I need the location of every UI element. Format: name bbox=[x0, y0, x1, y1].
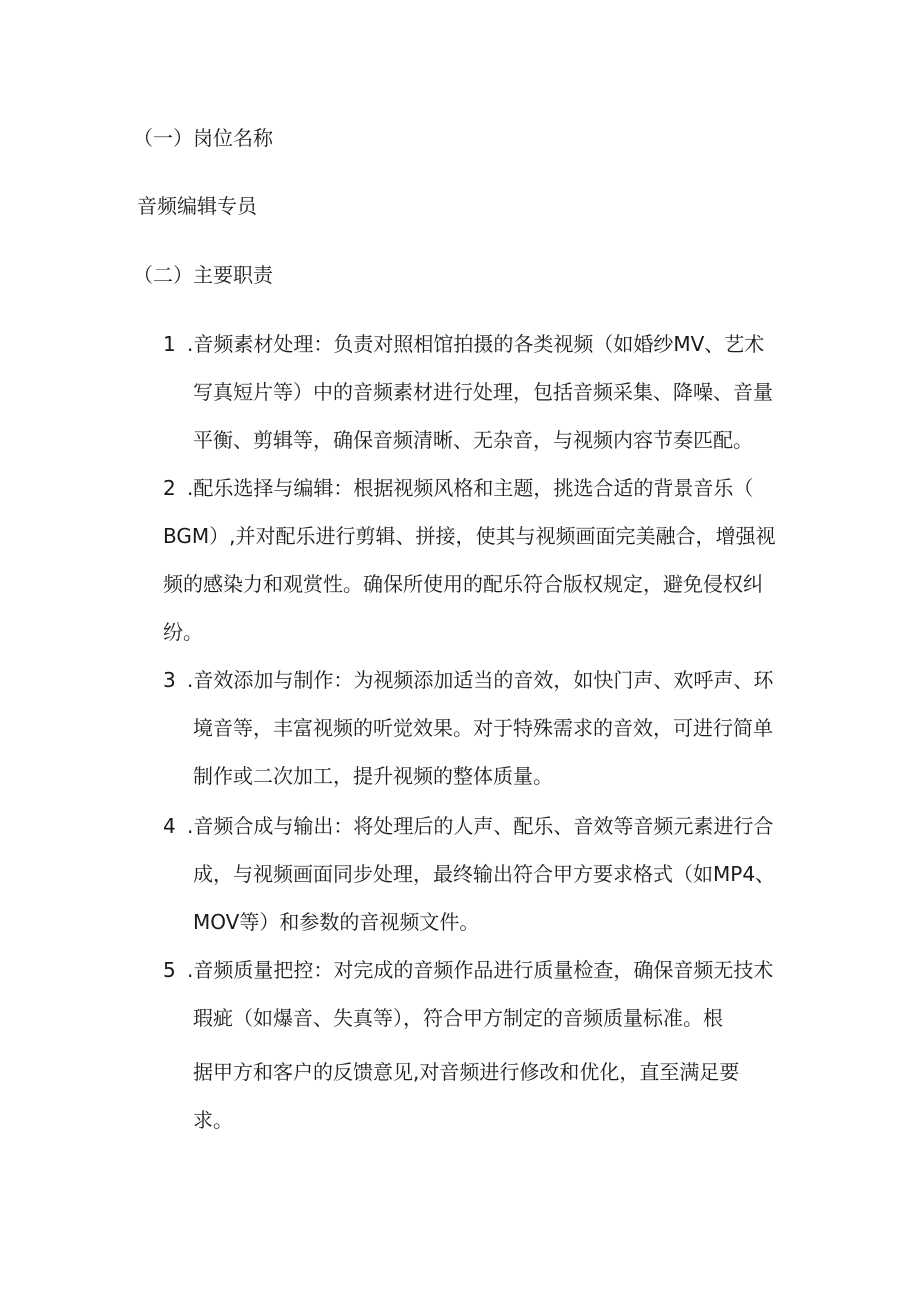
duty-text-line: 制作或二次加工，提升视频的整体质量。 bbox=[193, 764, 553, 788]
duty-text-line: .音效添加与制作：为视频添加适当的音效，如快门声、欢呼声、环 bbox=[187, 668, 774, 692]
duty-text-line: 纷。 bbox=[163, 620, 203, 644]
duty-text-line: .配乐选择与编辑：根据视频风格和主题，挑选合适的背景音乐（ bbox=[187, 476, 754, 500]
duty-text-line: 成，与视频画面同步处理，最终输出符合甲方要求格式（如MP4、 bbox=[193, 862, 776, 886]
duty-text-line: 写真短片等）中的音频素材进行处理，包括音频采集、降噪、音量 bbox=[193, 380, 773, 404]
duty-text-line: .音频合成与输出：将处理后的人声、配乐、音效等音频元素进行合 bbox=[187, 814, 774, 838]
duty-text-line: 平衡、剪辑等，确保音频清晰、无杂音，与视频内容节奏匹配。 bbox=[193, 428, 753, 452]
duty-number: 1 bbox=[163, 332, 176, 356]
duty-number: 3 bbox=[163, 668, 176, 692]
duty-text-line: 境音等，丰富视频的听觉效果。对于特殊需求的音效，可进行简单 bbox=[193, 716, 773, 740]
duty-number: 4 bbox=[163, 814, 176, 838]
duty-number: 2 bbox=[163, 476, 176, 500]
section-heading-main-duties: （二）主要职责 bbox=[133, 263, 273, 287]
duty-text-line: 瑕疵（如爆音、失真等），符合甲方制定的音频质量标准。根 bbox=[193, 1006, 723, 1030]
duty-text-line: MOV等）和参数的音视频文件。 bbox=[193, 910, 480, 934]
duty-text-line: 频的感染力和观赏性。确保所使用的配乐符合版权规定，避免侵权纠 bbox=[163, 572, 763, 596]
duty-number: 5 bbox=[163, 958, 176, 982]
duty-text-line: 据甲方和客户的反馈意见,对音频进行修改和优化，直至满足要 bbox=[193, 1060, 740, 1084]
duty-text-line: .音频素材处理：负责对照相馆拍摄的各类视频（如婚纱MV、艺术 bbox=[187, 332, 765, 356]
section-heading-position-name: （一）岗位名称 bbox=[133, 126, 273, 150]
duty-text-line: BGM）,并对配乐进行剪辑、拼接，使其与视频画面完美融合，增强视 bbox=[163, 524, 776, 548]
position-title: 音频编辑专员 bbox=[137, 194, 257, 218]
duty-text-line: .音频质量把控：对完成的音频作品进行质量检查，确保音频无技术 bbox=[187, 958, 774, 982]
duty-text-line: 求。 bbox=[193, 1108, 233, 1132]
